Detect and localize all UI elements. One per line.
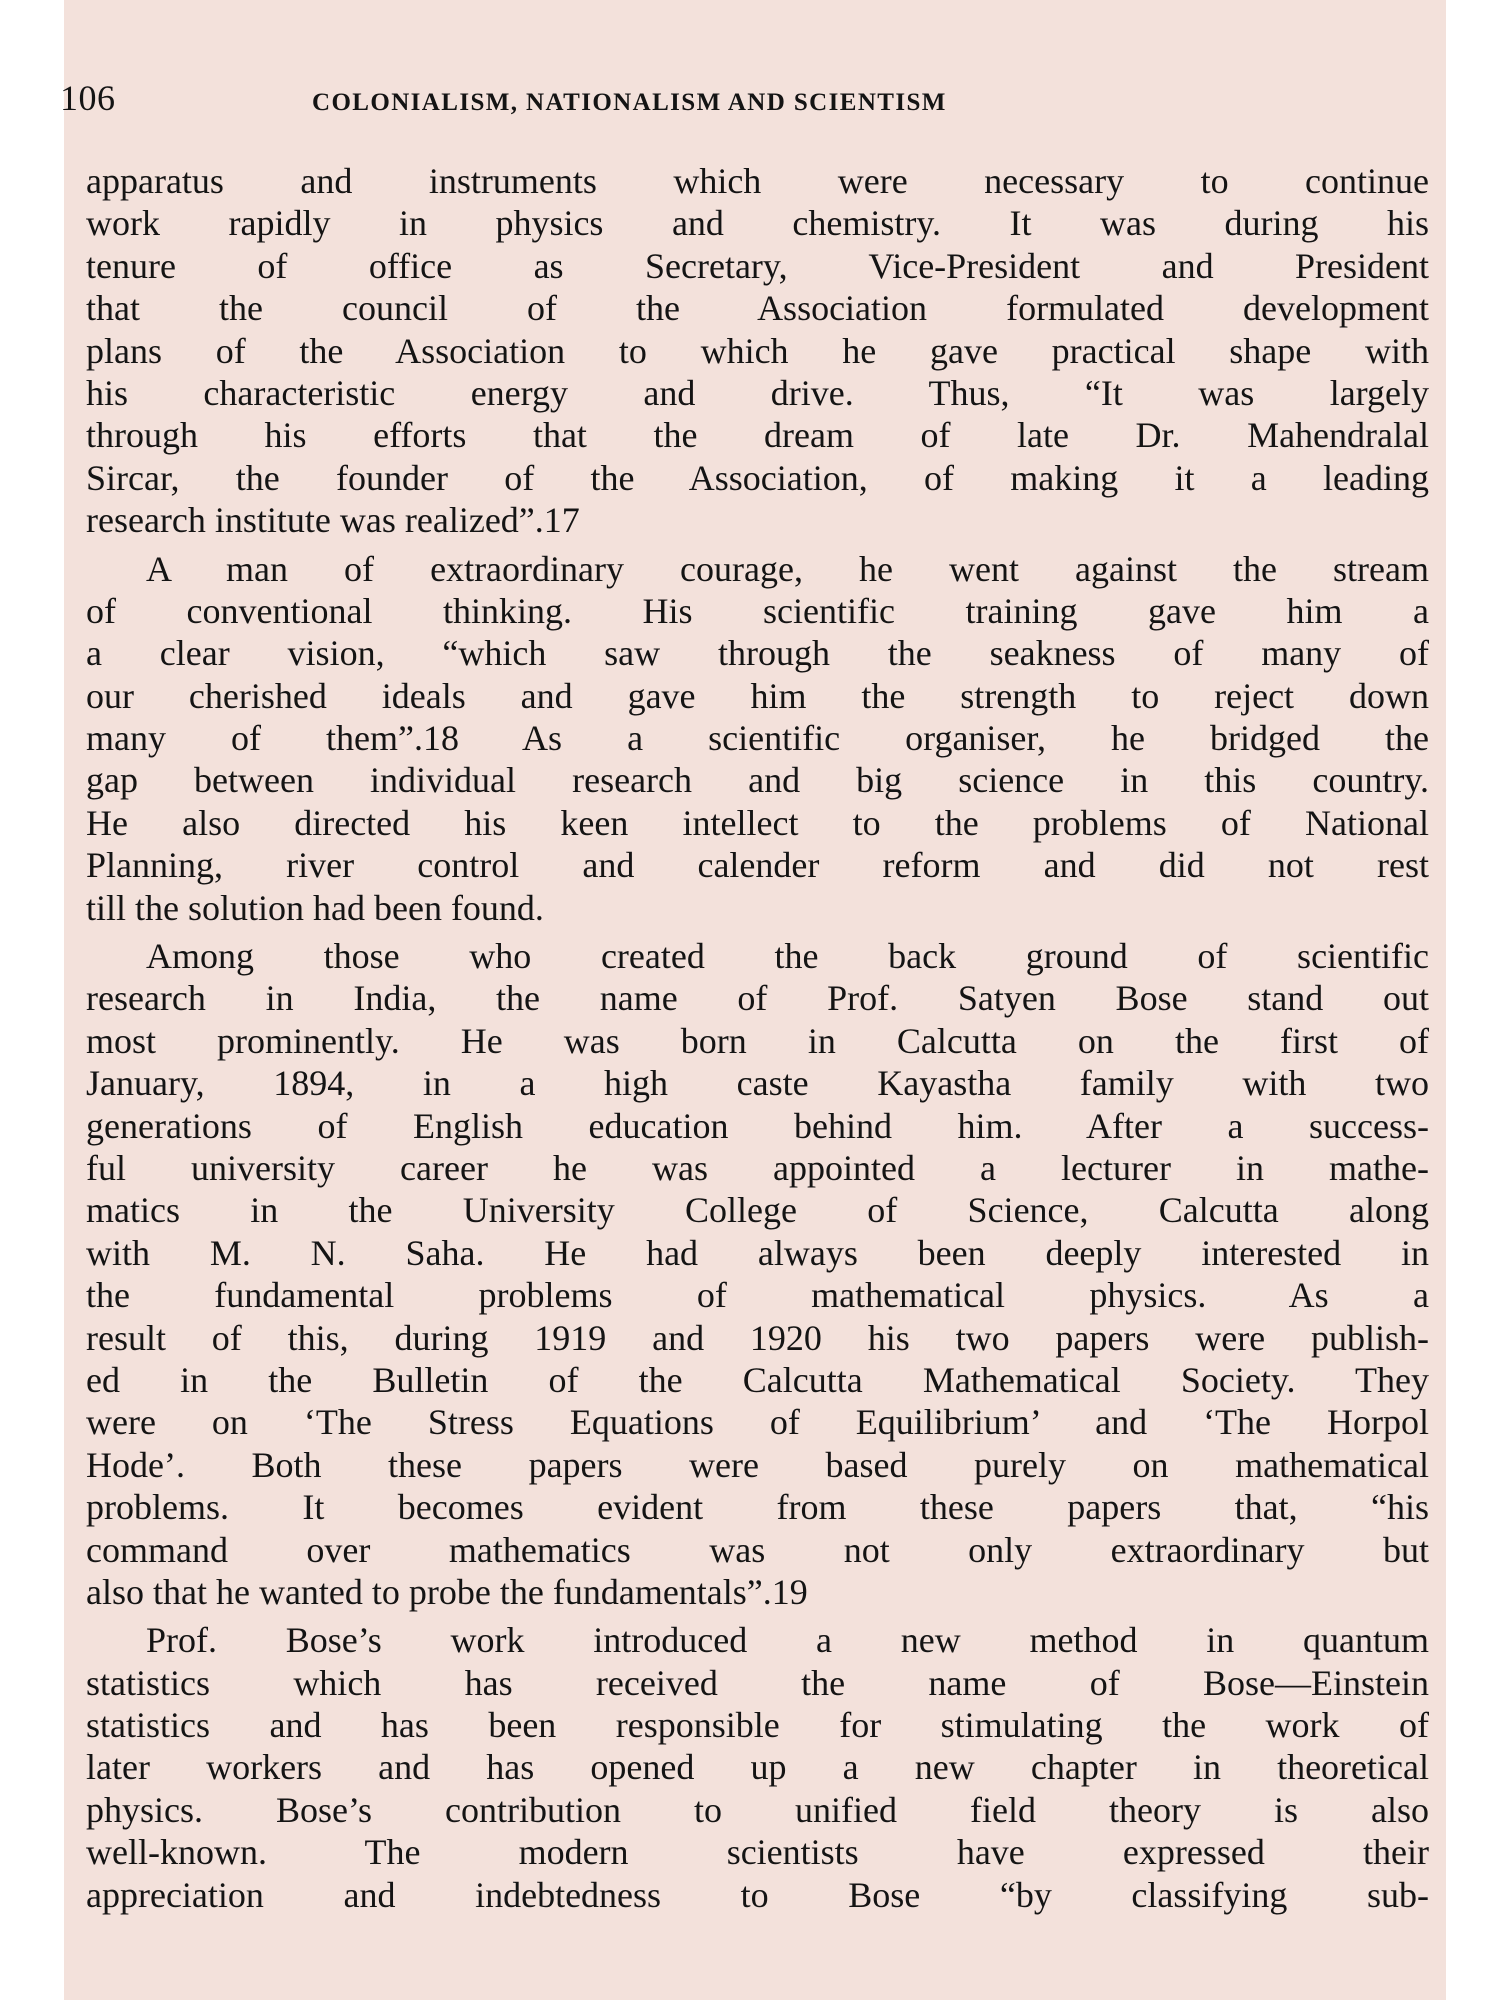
text-line: research in India, the name of Prof. Satyen Bose stand out: [86, 978, 1429, 1019]
text-line: A man of extraordinary courage, he went against the stream: [146, 548, 1429, 589]
book-page: [60, 0, 1446, 2000]
text-line: the fundamental problems of mathematical physics. As a: [86, 1275, 1429, 1316]
text-line: a clear vision, “which saw through the seakness of many of: [86, 633, 1429, 674]
text-line: our cherished ideals and gave him the strength to reject down: [86, 675, 1429, 716]
paragraph-3: [86, 935, 1429, 1613]
text-line: physics. Bose’s contribution to unified field theory is also: [86, 1789, 1429, 1830]
text-line: well-known. The modern scientists have expressed their: [86, 1832, 1429, 1873]
running-title: COLONIALISM, NATIONALISM AND SCIENTISM: [312, 89, 947, 116]
text-line: command over mathematics was not only extraordinary but: [86, 1529, 1429, 1570]
text-line: Prof. Bose’s work introduced a new method in quantum: [146, 1620, 1429, 1661]
text-line: many of them”.18 As a scientific organiser, he bridged the: [86, 718, 1429, 759]
text-line: appreciation and indebtedness to Bose “by classifying sub-: [86, 1874, 1429, 1915]
text-line: most prominently. He was born in Calcutta on the first of: [86, 1020, 1429, 1061]
text-line: Hode’. Both these papers were based purely on mathematical: [86, 1444, 1429, 1485]
text-line: generations of English education behind him. After a success-: [86, 1105, 1429, 1146]
text-line: also that he wanted to probe the fundamentals”.19: [86, 1571, 808, 1612]
text-line: plans of the Association to which he gave practical shape with: [86, 330, 1429, 371]
text-line: till the solution had been found.: [86, 887, 544, 928]
text-line: with M. N. Saha. He had always been deeply interested in: [86, 1232, 1429, 1273]
text-line: were on ‘The Stress Equations of Equilibrium’ and ‘The Horpol: [86, 1402, 1429, 1443]
text-line: statistics and has been responsible for stimulating the work of: [86, 1705, 1429, 1746]
paragraph-4: [86, 1619, 1429, 1916]
paragraph-2: [86, 548, 1429, 930]
text-line: Sircar, the founder of the Association, of making it a leading: [86, 457, 1429, 498]
text-line: that the council of the Association formulated development: [86, 288, 1429, 329]
text-line: research institute was realized”.17: [86, 500, 580, 541]
text-line: his characteristic energy and drive. Thus, “It was largely: [86, 372, 1429, 413]
text-line: problems. It becomes evident from these papers that, “his: [86, 1487, 1429, 1528]
text-line: through his efforts that the dream of late Dr. Mahendralal: [86, 415, 1429, 456]
text-line: Planning, river control and calender reform and did not rest: [86, 845, 1429, 886]
text-line: ed in the Bulletin of the Calcutta Mathematical Society. They: [86, 1359, 1429, 1400]
text-line: of conventional thinking. His scientific training gave him a: [86, 590, 1429, 631]
text-line: statistics which has received the name of Bose—Einstein: [86, 1662, 1429, 1703]
text-line: He also directed his keen intellect to the problems of National: [86, 802, 1429, 843]
text-line: work rapidly in physics and chemistry. It was during his: [86, 203, 1429, 244]
paragraph-1: [86, 160, 1429, 542]
text-line: gap between individual research and big science in this country.: [86, 760, 1429, 801]
text-line: matics in the University College of Science, Calcutta along: [86, 1190, 1429, 1231]
text-line: Among those who created the back ground of scientific: [146, 936, 1429, 977]
text-line: apparatus and instruments which were necessary to continue: [86, 161, 1429, 201]
text-line: ful university career he was appointed a lecturer in mathe-: [86, 1147, 1429, 1188]
text-line: January, 1894, in a high caste Kayastha family with two: [86, 1063, 1429, 1104]
page-number: 106: [60, 78, 116, 118]
text-line: later workers and has opened up a new chapter in theoretical: [86, 1747, 1429, 1788]
text-line: tenure of office as Secretary, Vice-President and President: [86, 245, 1429, 286]
body-text: [86, 160, 1429, 1916]
text-line: result of this, during 1919 and 1920 his two papers were publish-: [86, 1317, 1429, 1358]
